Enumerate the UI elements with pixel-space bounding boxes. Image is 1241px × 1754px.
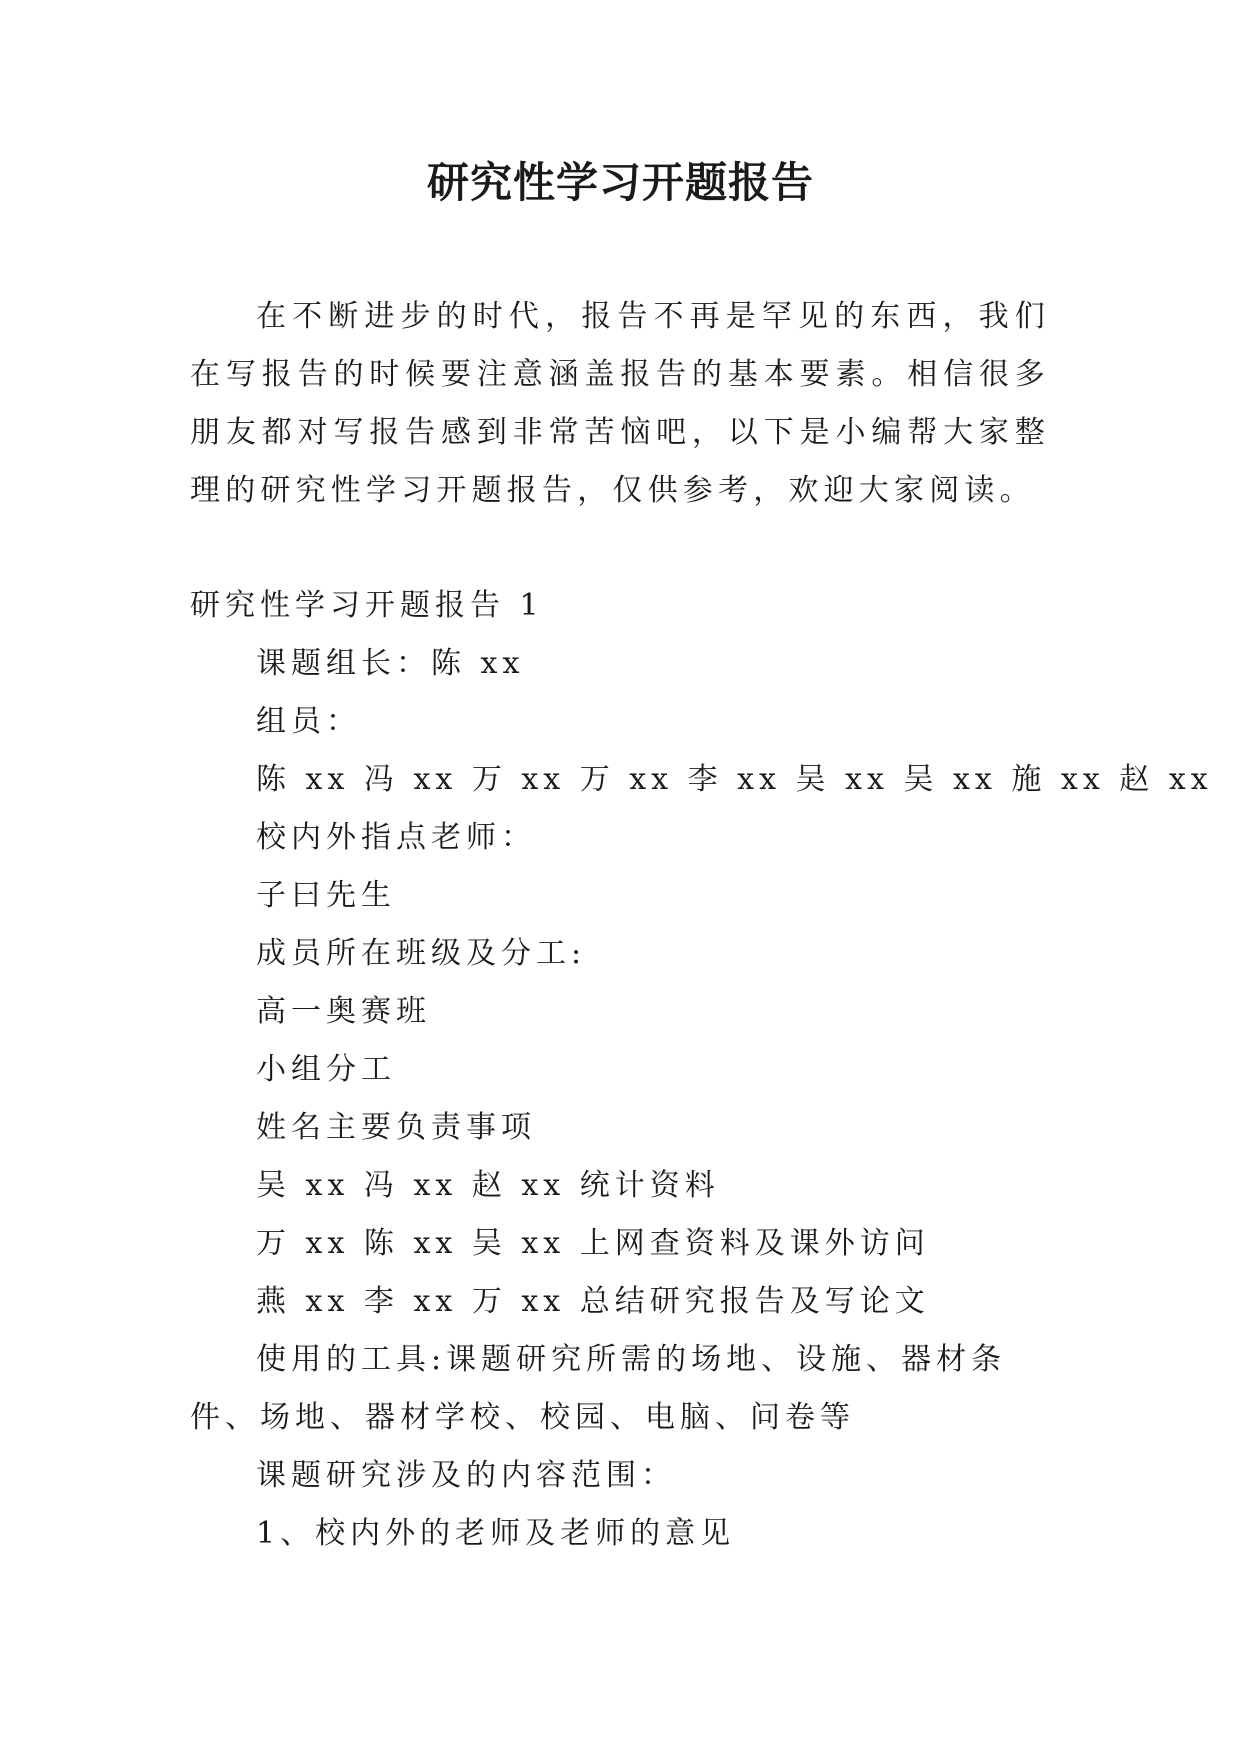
scope-item: 1、校内外的老师及老师的意见 xyxy=(256,1516,736,1551)
task-row: 吴 xx 冯 xx 赵 xx 统计资料 xyxy=(256,1168,720,1203)
section-heading: 研究性学习开题报告 1 xyxy=(190,588,544,623)
report-body xyxy=(190,577,1213,1563)
members-label: 组员： xyxy=(256,704,361,739)
project-leader: 课题组长：陈 xx xyxy=(256,646,525,681)
scope-label: 课题研究涉及的内容范围： xyxy=(256,1458,676,1493)
division-label: 小组分工 xyxy=(256,1052,396,1087)
division-header: 姓名主要负责事项 xyxy=(256,1110,536,1145)
class-label: 成员所在班级及分工: xyxy=(256,936,587,971)
intro-paragraph: 在不断进步的时代，报告不再是罕见的东西，我们在写报告的时候要注意涵盖报告的基本要素。相信很多朋友都对写报告感到非常苦恼吧，以下是小编帮大家整理的研究性学习开题报告，仅供参考，欢迎大家阅读。 xyxy=(190,299,1050,508)
task-row: 万 xx 陈 xx 吴 xx 上网查资料及课外访问 xyxy=(256,1226,930,1261)
tools-paragraph: 使用的工具:课题研究所需的场地、设施、器材条件、场地、器材学校、校园、电脑、问卷等 xyxy=(190,1342,1007,1435)
advisor-label: 校内外指点老师： xyxy=(256,820,536,855)
task-row: 燕 xx 李 xx 万 xx 总结研究报告及写论文 xyxy=(256,1284,930,1319)
document-title: 研究性学习开题报告 xyxy=(426,158,814,207)
class-name: 高一奥赛班 xyxy=(256,994,431,1029)
advisor-name: 子曰先生 xyxy=(256,878,396,913)
members-list: 陈 xx 冯 xx 万 xx 万 xx 李 xx 吴 xx 吴 xx 施 xx 赵 xx xyxy=(256,762,1213,797)
